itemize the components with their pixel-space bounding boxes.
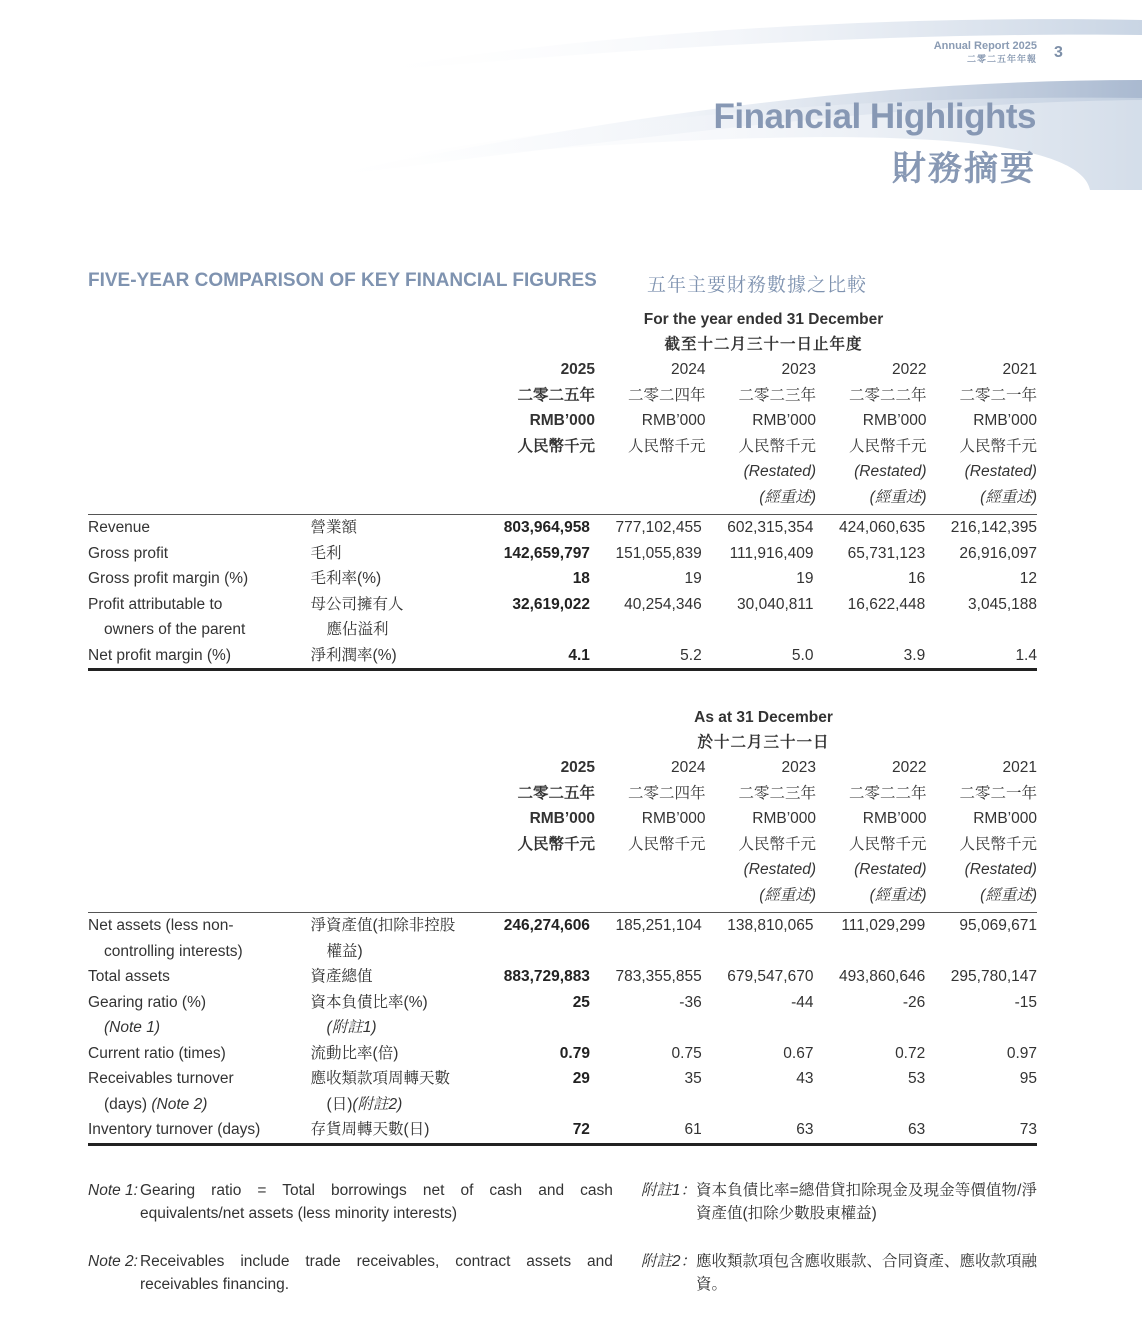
column-unit-cn: 人民幣千元 [517, 835, 596, 853]
row-label-cn-line2: 應佔溢利 [326, 621, 389, 638]
report-label [934, 40, 1037, 66]
column-year-cn: 二零二三年 [738, 386, 817, 404]
row-label-en-line1: Net assets (less non- [88, 917, 234, 934]
column-restated: (Restated) [743, 463, 817, 480]
column-restated-cn [595, 485, 705, 511]
row-label-en [88, 1066, 311, 1117]
column-year: 2021 [1002, 759, 1037, 776]
column-year: 2024 [671, 759, 706, 776]
row-value-2022: 53 [907, 1070, 926, 1087]
column-restated [485, 857, 595, 883]
row-value-2022: 65,731,123 [847, 544, 926, 562]
period-header [490, 307, 1037, 357]
row-value-2025: 29 [572, 1070, 590, 1087]
section-title-en: FIVE-YEAR COMPARISON OF KEY FINANCIAL FIGURES [88, 270, 597, 291]
table-row [88, 1066, 1037, 1117]
column-restated-cn: (經重述) [869, 886, 927, 904]
table-row [88, 592, 1037, 643]
row-value-2023: 138,810,065 [727, 917, 814, 934]
row-label-en-line1: Gearing ratio (%) [88, 993, 207, 1011]
page-title-en: Financial Highlights [713, 97, 1036, 136]
row-label-cn-line1: 淨資產值(扣除非控股 [310, 917, 456, 934]
row-label-en-line2: owners of the parent [104, 621, 246, 638]
column-header-current [485, 357, 595, 510]
row-value-2022: 16 [907, 570, 926, 587]
note-tag-en: Note 2: [88, 1253, 138, 1270]
page-number: 3 [1054, 44, 1063, 61]
row-value-2024: -36 [679, 993, 702, 1011]
row-value-2021: 95 [1019, 1070, 1037, 1087]
balance-table [88, 705, 1037, 1146]
row-value-2024: 0.75 [671, 1044, 702, 1062]
column-unit: RMB’000 [752, 810, 817, 827]
row-label-en [88, 913, 311, 964]
column-year-cn: 二零二四年 [628, 386, 706, 404]
row-value-2025: 142,659,797 [503, 544, 590, 562]
column-header-current [485, 755, 595, 908]
row-value-2024: 185,251,104 [615, 917, 702, 934]
table-row [88, 643, 1037, 669]
row-label-en-line1: Profit attributable to [88, 595, 223, 613]
column-year-cn: 二零二一年 [959, 784, 1037, 802]
row-value-2024: 61 [684, 1121, 702, 1138]
column-unit-cn: 人民幣千元 [517, 437, 596, 455]
row-value-2023: 43 [796, 1070, 814, 1087]
period-en: As at 31 December [694, 709, 833, 726]
column-year-cn: 二零二二年 [848, 386, 927, 404]
report-label-en: Annual Report 2025 [933, 40, 1037, 52]
row-label-cn: 營業額 [310, 519, 358, 536]
column-unit-cn: 人民幣千元 [959, 437, 1037, 455]
row-value-2023: 63 [796, 1121, 814, 1138]
column-header [706, 755, 816, 908]
report-label-cn: 二零二五年年報 [966, 54, 1037, 64]
column-restated: (Restated) [964, 861, 1037, 878]
column-year-cn: 二零二四年 [628, 784, 706, 802]
note-tag-cn: 附註1： [640, 1182, 696, 1199]
column-unit: RMB’000 [529, 412, 596, 429]
column-restated: (Restated) [743, 861, 817, 878]
note-en [88, 1250, 613, 1296]
row-value-2021: -15 [1014, 993, 1037, 1011]
note-tag-en: Note 1: [88, 1182, 138, 1199]
row-label-cn: 毛利 [310, 544, 342, 562]
row-label-cn [311, 990, 489, 1041]
row-value-2021: 1.4 [1015, 646, 1037, 664]
table-row [88, 990, 1037, 1041]
column-header [706, 357, 816, 510]
column-restated-cn: (經重述) [980, 886, 1037, 904]
row-label-cn: 淨利潤率(%) [310, 646, 397, 664]
column-unit-cn: 人民幣千元 [848, 437, 927, 455]
row-value-2021: 12 [1019, 570, 1037, 587]
row-value-2023: 19 [796, 570, 814, 587]
column-restated: (Restated) [854, 861, 927, 878]
column-unit: RMB’000 [641, 412, 706, 429]
column-year: 2022 [892, 361, 927, 378]
row-label-en: Net profit margin (%) [88, 646, 231, 664]
row-value-2024: 777,102,455 [615, 519, 702, 536]
column-year-cn: 二零二二年 [848, 784, 927, 802]
column-unit: RMB’000 [973, 412, 1037, 429]
row-value-2022: 63 [907, 1121, 926, 1138]
row-value-2023: 30,040,811 [737, 595, 814, 613]
row-value-2022: 3.9 [903, 646, 926, 664]
table-row [88, 541, 1037, 567]
income-table [88, 307, 1037, 671]
column-restated: (Restated) [854, 463, 927, 480]
row-value-2024: 35 [684, 1070, 702, 1087]
column-headers [88, 755, 1037, 908]
column-restated-cn [485, 485, 595, 511]
row-value-2023: 0.67 [783, 1044, 814, 1062]
column-unit-cn: 人民幣千元 [738, 835, 817, 853]
row-label-en-line1: Receivables turnover [88, 1070, 234, 1087]
row-label-cn: 資產總值 [310, 968, 373, 985]
column-unit-cn: 人民幣千元 [628, 437, 706, 455]
column-restated: (Restated) [964, 463, 1037, 480]
row-value-2021: 295,780,147 [950, 968, 1037, 985]
row-value-2021: 73 [1019, 1121, 1037, 1138]
column-year: 2024 [671, 361, 706, 378]
row-label-en [88, 990, 311, 1041]
row-label-cn-line1: 應收類款項周轉天數 [310, 1070, 451, 1087]
column-restated-cn: (經重述) [759, 886, 817, 904]
column-header [816, 357, 926, 510]
row-label-en-note: (Note 1) [104, 1019, 160, 1036]
table-row [88, 913, 1037, 964]
column-unit-cn: 人民幣千元 [848, 835, 927, 853]
row-label-en-line2 [88, 1092, 311, 1118]
row-value-2024: 40,254,346 [624, 595, 702, 613]
column-headers [88, 357, 1037, 510]
row-value-2022: 16,622,448 [847, 595, 926, 613]
column-year: 2021 [1002, 361, 1037, 378]
page-title-cn: 財務摘要 [892, 150, 1036, 188]
row-value-2025: 883,729,883 [503, 968, 590, 985]
row-label-en: Current ratio (times) [88, 1044, 226, 1062]
row-label-en: Gross profit [88, 544, 169, 562]
row-value-2025: 4.1 [568, 646, 590, 664]
row-value-2021: 3,045,188 [968, 595, 1037, 613]
column-year-cn: 二零二五年 [517, 386, 596, 404]
note-cn [641, 1250, 1037, 1296]
row-value-2023: 111,916,409 [729, 544, 814, 562]
column-restated-cn [595, 883, 705, 909]
row-value-2022: 493,860,646 [839, 968, 926, 985]
notes-section [88, 1179, 1037, 1296]
column-restated-cn: (經重述) [869, 488, 927, 506]
table-bottom-rule [88, 1143, 1037, 1146]
column-unit-cn: 人民幣千元 [738, 437, 817, 455]
column-restated-cn: (經重述) [759, 488, 817, 506]
row-value-2022: 424,060,635 [839, 519, 926, 536]
period-cn: 截至十二月三十一日止年度 [664, 336, 863, 353]
table-bottom-rule [88, 668, 1037, 671]
row-value-2022: -26 [902, 993, 926, 1011]
row-value-2023: 602,315,354 [727, 519, 814, 536]
row-value-2024: 151,055,839 [615, 544, 702, 562]
column-unit: RMB’000 [862, 412, 927, 429]
row-value-2024: 783,355,855 [615, 968, 702, 985]
note-text-cn: 資本負債比率=總借貸扣除現金及現金等價值物/淨資產值(扣除少數股東權益) [696, 1182, 1037, 1222]
column-restated-cn [485, 883, 595, 909]
column-restated [485, 459, 595, 485]
row-label-cn [311, 1066, 489, 1117]
row-value-2023: 5.0 [791, 646, 814, 664]
column-restated-cn: (經重述) [980, 488, 1037, 506]
row-label-en: Gross profit margin (%) [88, 570, 249, 587]
row-label-en [88, 592, 311, 643]
row-value-2023: -44 [791, 993, 814, 1011]
row-label-cn-line2 [311, 1092, 489, 1118]
note-text-en: Gearing ratio = Total borrowings net of cash and cash equivalents/net assets (less minority interests) [139, 1182, 613, 1222]
row-label-en: Inventory turnover (days) [88, 1121, 261, 1138]
row-label-en-line2: controlling interests) [104, 942, 243, 960]
column-header [927, 755, 1037, 908]
row-label-cn-note: (附註2) [352, 1095, 403, 1113]
table-row [88, 1041, 1037, 1067]
column-restated [595, 857, 705, 883]
row-value-2021: 0.97 [1006, 1044, 1037, 1062]
table-row [88, 566, 1037, 592]
row-value-2024: 5.2 [680, 646, 702, 664]
table-row [88, 964, 1037, 990]
column-year: 2023 [781, 361, 817, 378]
column-year: 2023 [781, 759, 817, 776]
column-header [595, 755, 705, 908]
row-label-cn-line2-text: (日) [326, 1095, 353, 1113]
column-unit: RMB’000 [862, 810, 927, 827]
row-value-2021: 95,069,671 [959, 917, 1037, 934]
column-year: 2025 [560, 361, 596, 378]
column-year-cn: 二零二五年 [517, 784, 596, 802]
row-label-cn: 流動比率(倍) [310, 1044, 399, 1062]
column-year: 2025 [560, 759, 596, 776]
row-label-cn [311, 592, 489, 643]
row-value-2023: 679,547,670 [727, 968, 814, 985]
column-header [816, 755, 926, 908]
row-label-cn: 存貨周轉天數(日) [310, 1121, 430, 1138]
row-value-2025: 0.79 [559, 1044, 590, 1062]
note-tag-cn: 附註2： [640, 1253, 696, 1270]
row-value-2025: 72 [572, 1121, 590, 1138]
table-row [88, 1117, 1037, 1143]
row-value-2025: 803,964,958 [503, 519, 590, 536]
column-unit: RMB’000 [752, 412, 817, 429]
period-cn: 於十二月三十一日 [697, 734, 830, 751]
row-label-en: Total assets [88, 968, 170, 985]
row-value-2025: 18 [572, 570, 590, 587]
column-unit: RMB’000 [641, 810, 706, 827]
row-value-2025: 246,274,606 [503, 917, 590, 934]
row-label-en-note: (Note 2) [151, 1095, 208, 1113]
row-label-cn-line1: 資本負債比率(%) [310, 993, 428, 1011]
column-unit-cn: 人民幣千元 [628, 835, 706, 853]
column-unit-cn: 人民幣千元 [959, 835, 1037, 853]
note-cn [641, 1179, 1037, 1225]
column-header [927, 357, 1037, 510]
note-en [88, 1179, 613, 1225]
row-value-2025: 32,619,022 [512, 595, 590, 613]
column-unit: RMB’000 [973, 810, 1037, 827]
row-label-cn-line2: 權益) [326, 942, 363, 960]
row-label-en: Revenue [88, 519, 151, 536]
row-label-cn-note: (附註1) [326, 1019, 377, 1036]
row-value-2025: 25 [572, 993, 590, 1011]
row-value-2021: 26,916,097 [959, 544, 1037, 562]
column-year-cn: 二零二三年 [738, 784, 817, 802]
note-text-en: Receivables include trade receivables, contract assets and receivables financing. [139, 1253, 613, 1293]
table-row [88, 515, 1037, 541]
row-label-cn: 毛利率(%) [310, 570, 382, 587]
column-year: 2022 [892, 759, 927, 776]
row-label-cn-line1: 母公司擁有人 [310, 595, 404, 613]
note-2 [88, 1250, 1037, 1296]
note-1 [88, 1179, 1037, 1225]
section-title-cn: 五年主要財務數據之比較 [647, 275, 868, 296]
period-en: For the year ended 31 December [643, 311, 884, 328]
period-header [490, 705, 1037, 755]
column-header [595, 357, 705, 510]
column-unit: RMB’000 [529, 810, 596, 827]
column-year-cn: 二零二一年 [959, 386, 1037, 404]
column-restated [595, 459, 705, 485]
row-label-cn [311, 913, 489, 964]
row-value-2022: 111,029,299 [841, 917, 926, 934]
note-text-cn: 應收類款項包含應收賬款、合同資產、應收款項融資。 [696, 1253, 1038, 1293]
row-value-2022: 0.72 [895, 1044, 926, 1062]
row-value-2021: 216,142,395 [950, 519, 1037, 536]
row-value-2024: 19 [684, 570, 702, 587]
row-label-en-line2-text: (days) [104, 1095, 148, 1113]
